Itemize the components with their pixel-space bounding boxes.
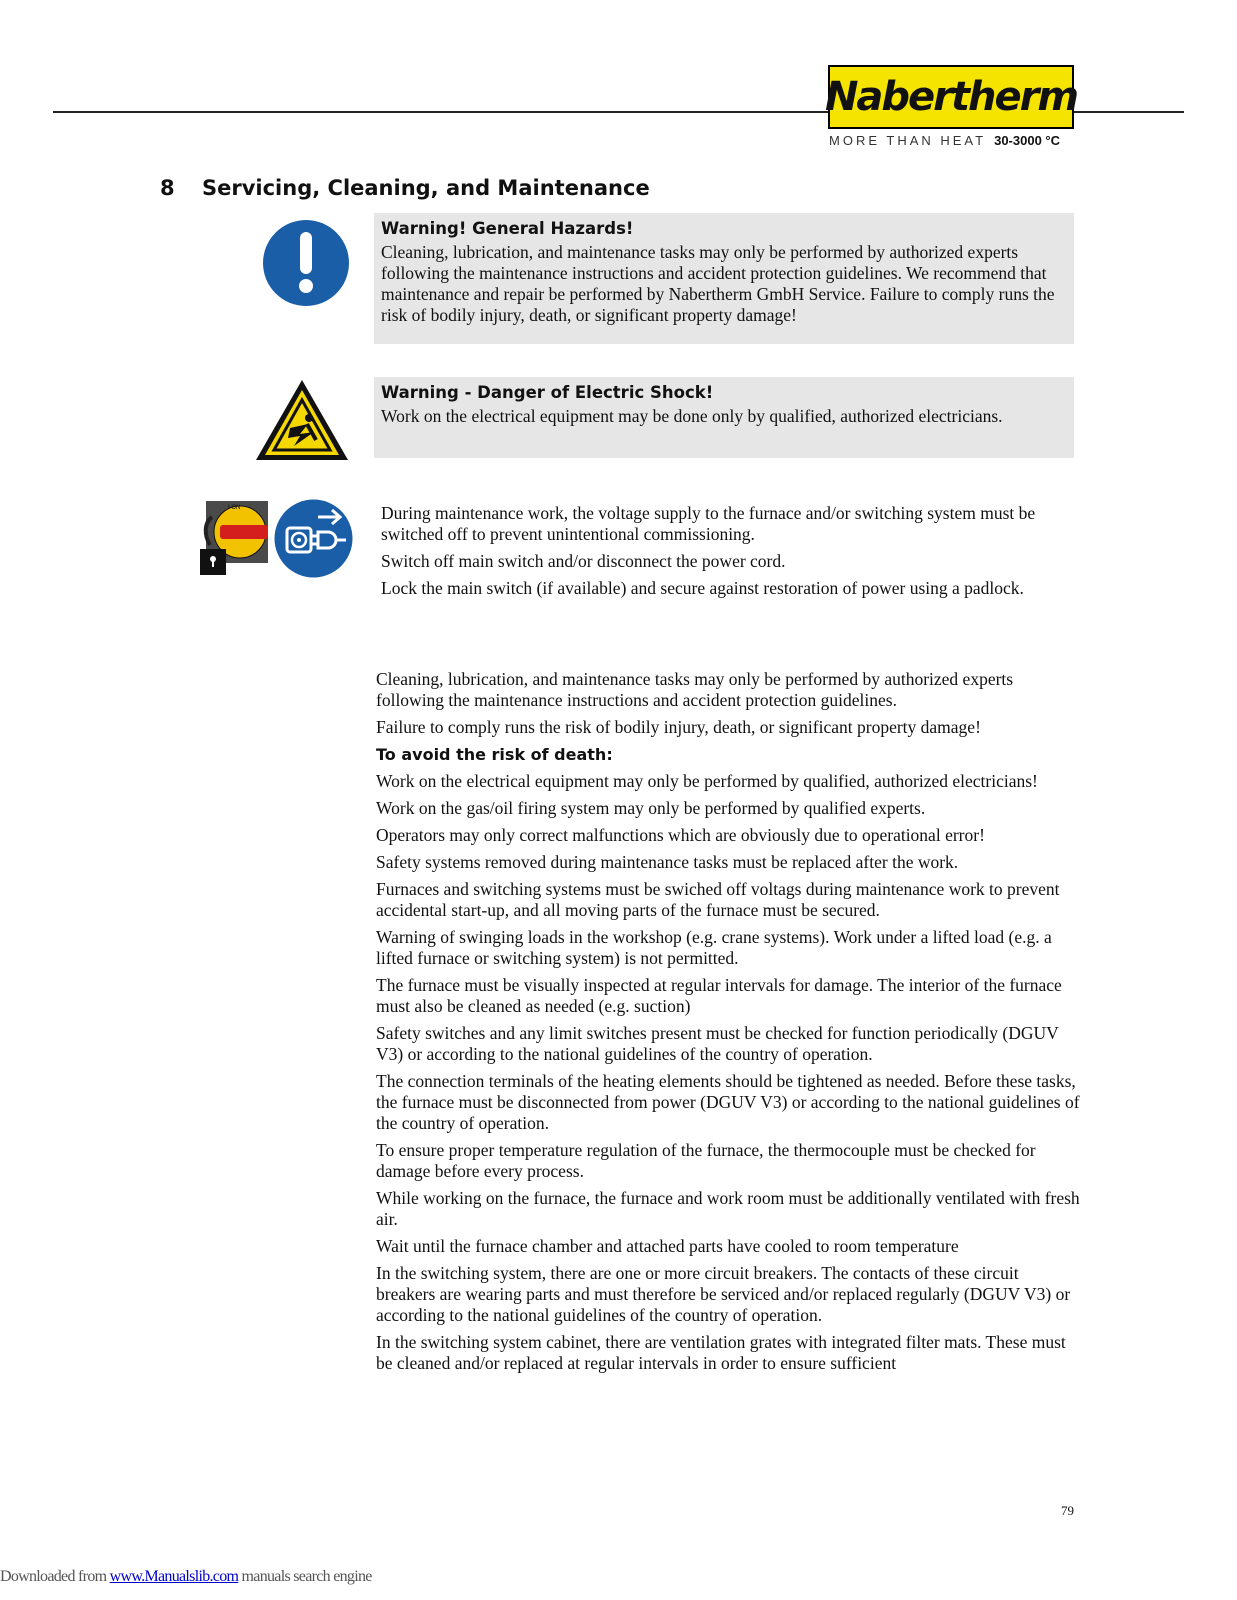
body-item: Operators may only correct malfunctions which are obviously due to operational error! <box>376 825 985 845</box>
general-hazards-title: Warning! General Hazards! <box>381 219 634 238</box>
body-item: Safety switches and any limit switches present must be checked for function periodically (DGUV V3) or according to the national guidelines of the country of operation. <box>376 1023 1059 1064</box>
body-item: Wait until the furnace chamber and attached parts have cooled to room temperature <box>376 1236 959 1256</box>
electric-shock-warning <box>374 377 1074 458</box>
electric-shock-warning-icon <box>254 378 350 462</box>
footer-suffix: manuals search engine <box>238 1568 372 1585</box>
electric-shock-title: Warning - Danger of Electric Shock! <box>381 383 714 402</box>
body-item: The connection terminals of the heating elements should be tightened as needed. Before these tasks, the furnace must be disconnected from power (DGUV V3) or according to the national guidelines of the country of operation. <box>376 1071 1080 1133</box>
disconnect-plug-mandatory-icon <box>274 499 353 578</box>
temperature-range: 30-3000 °C <box>994 133 1061 148</box>
body-item: In the switching system, there are one or more circuit breakers. The contacts of these circuit breakers are wearing parts and must therefore be serviced and/or replaced regularly (DGUV V3) or according to the national guidelines of the country of operation. <box>376 1263 1071 1325</box>
body-item: Work on the gas/oil firing system may only be performed by qualified experts. <box>376 798 926 818</box>
intro-paragraph: Failure to comply runs the risk of bodily injury, death, or significant property damage! <box>376 717 981 737</box>
tagline-text: MORE THAN HEAT <box>829 133 987 148</box>
section-heading <box>160 176 650 200</box>
body-item: Furnaces and switching systems must be swiched off voltags during maintenance work to prevent accidental start-up, and all moving parts of the furnace must be secured. <box>376 879 1060 920</box>
svg-text:I ON: I ON <box>228 505 241 511</box>
footer-prefix: Downloaded from <box>0 1568 110 1585</box>
general-hazards-text: Cleaning, lubrication, and maintenance tasks may only be performed by authorized experts following the maintenance instructions and accident protection guidelines. We recommend that maintenance and repair be performed by Nabertherm GmbH Service. Failure to comply runs the risk of bodily injury, death, or significant property damage! <box>381 242 1055 325</box>
download-footer <box>0 1568 372 1586</box>
power-instruction-item: Lock the main switch (if available) and secure against restoration of power using a padlock. <box>381 578 1024 598</box>
section-title: Servicing, Cleaning, and Maintenance <box>202 176 650 200</box>
power-instruction-item: During maintenance work, the voltage supply to the furnace and/or switching system must be switched off to prevent unintentional commissioning. <box>381 503 1036 544</box>
locked-main-switch-icon <box>200 499 270 577</box>
manualslib-link[interactable]: www.Manualslib.com <box>109 1568 239 1585</box>
power-instruction-item: Switch off main switch and/or disconnect the power cord. <box>381 551 786 571</box>
body-item: Warning of swinging loads in the workshop (e.g. crane systems). Work under a lifted load (e.g. a lifted furnace or switching system) is not permitted. <box>376 927 1052 968</box>
general-hazards-warning <box>374 213 1074 344</box>
section-number: 8 <box>160 176 175 200</box>
page-number: 79 <box>1061 1503 1074 1518</box>
body-item: The furnace must be visually inspected at regular intervals for damage. The interior of the furnace must also be cleaned as needed (e.g. suction) <box>376 975 1062 1016</box>
logo-text: Nabertherm <box>824 74 1078 120</box>
electric-shock-text: Work on the electrical equipment may be done only by qualified, authorized electricians. <box>381 406 1003 426</box>
logo-tagline <box>829 133 1074 148</box>
body-item: While working on the furnace, the furnace and work room must be additionally ventilated with fresh air. <box>376 1188 1080 1229</box>
exclamation-mandatory-icon <box>262 219 350 307</box>
body-item: Safety systems removed during maintenance tasks must be replaced after the work. <box>376 852 959 872</box>
maintenance-body-text <box>376 669 1081 1380</box>
body-item: Work on the electrical equipment may only be performed by qualified, authorized electricians! <box>376 771 1038 791</box>
body-item: In the switching system cabinet, there are ventilation grates with integrated filter mats. These must be cleaned and/or replaced at regular intervals in order to ensure sufficient <box>376 1332 1066 1373</box>
intro-paragraph: Cleaning, lubrication, and maintenance tasks may only be performed by authorized experts following the maintenance instructions and accident protection guidelines. <box>376 669 1014 710</box>
risk-of-death-subheading: To avoid the risk of death: <box>376 745 613 764</box>
power-instructions <box>381 503 1081 605</box>
nabertherm-logo <box>824 65 1078 129</box>
body-item: To ensure proper temperature regulation of the furnace, the thermocouple must be checked for damage before every process. <box>376 1140 1036 1181</box>
